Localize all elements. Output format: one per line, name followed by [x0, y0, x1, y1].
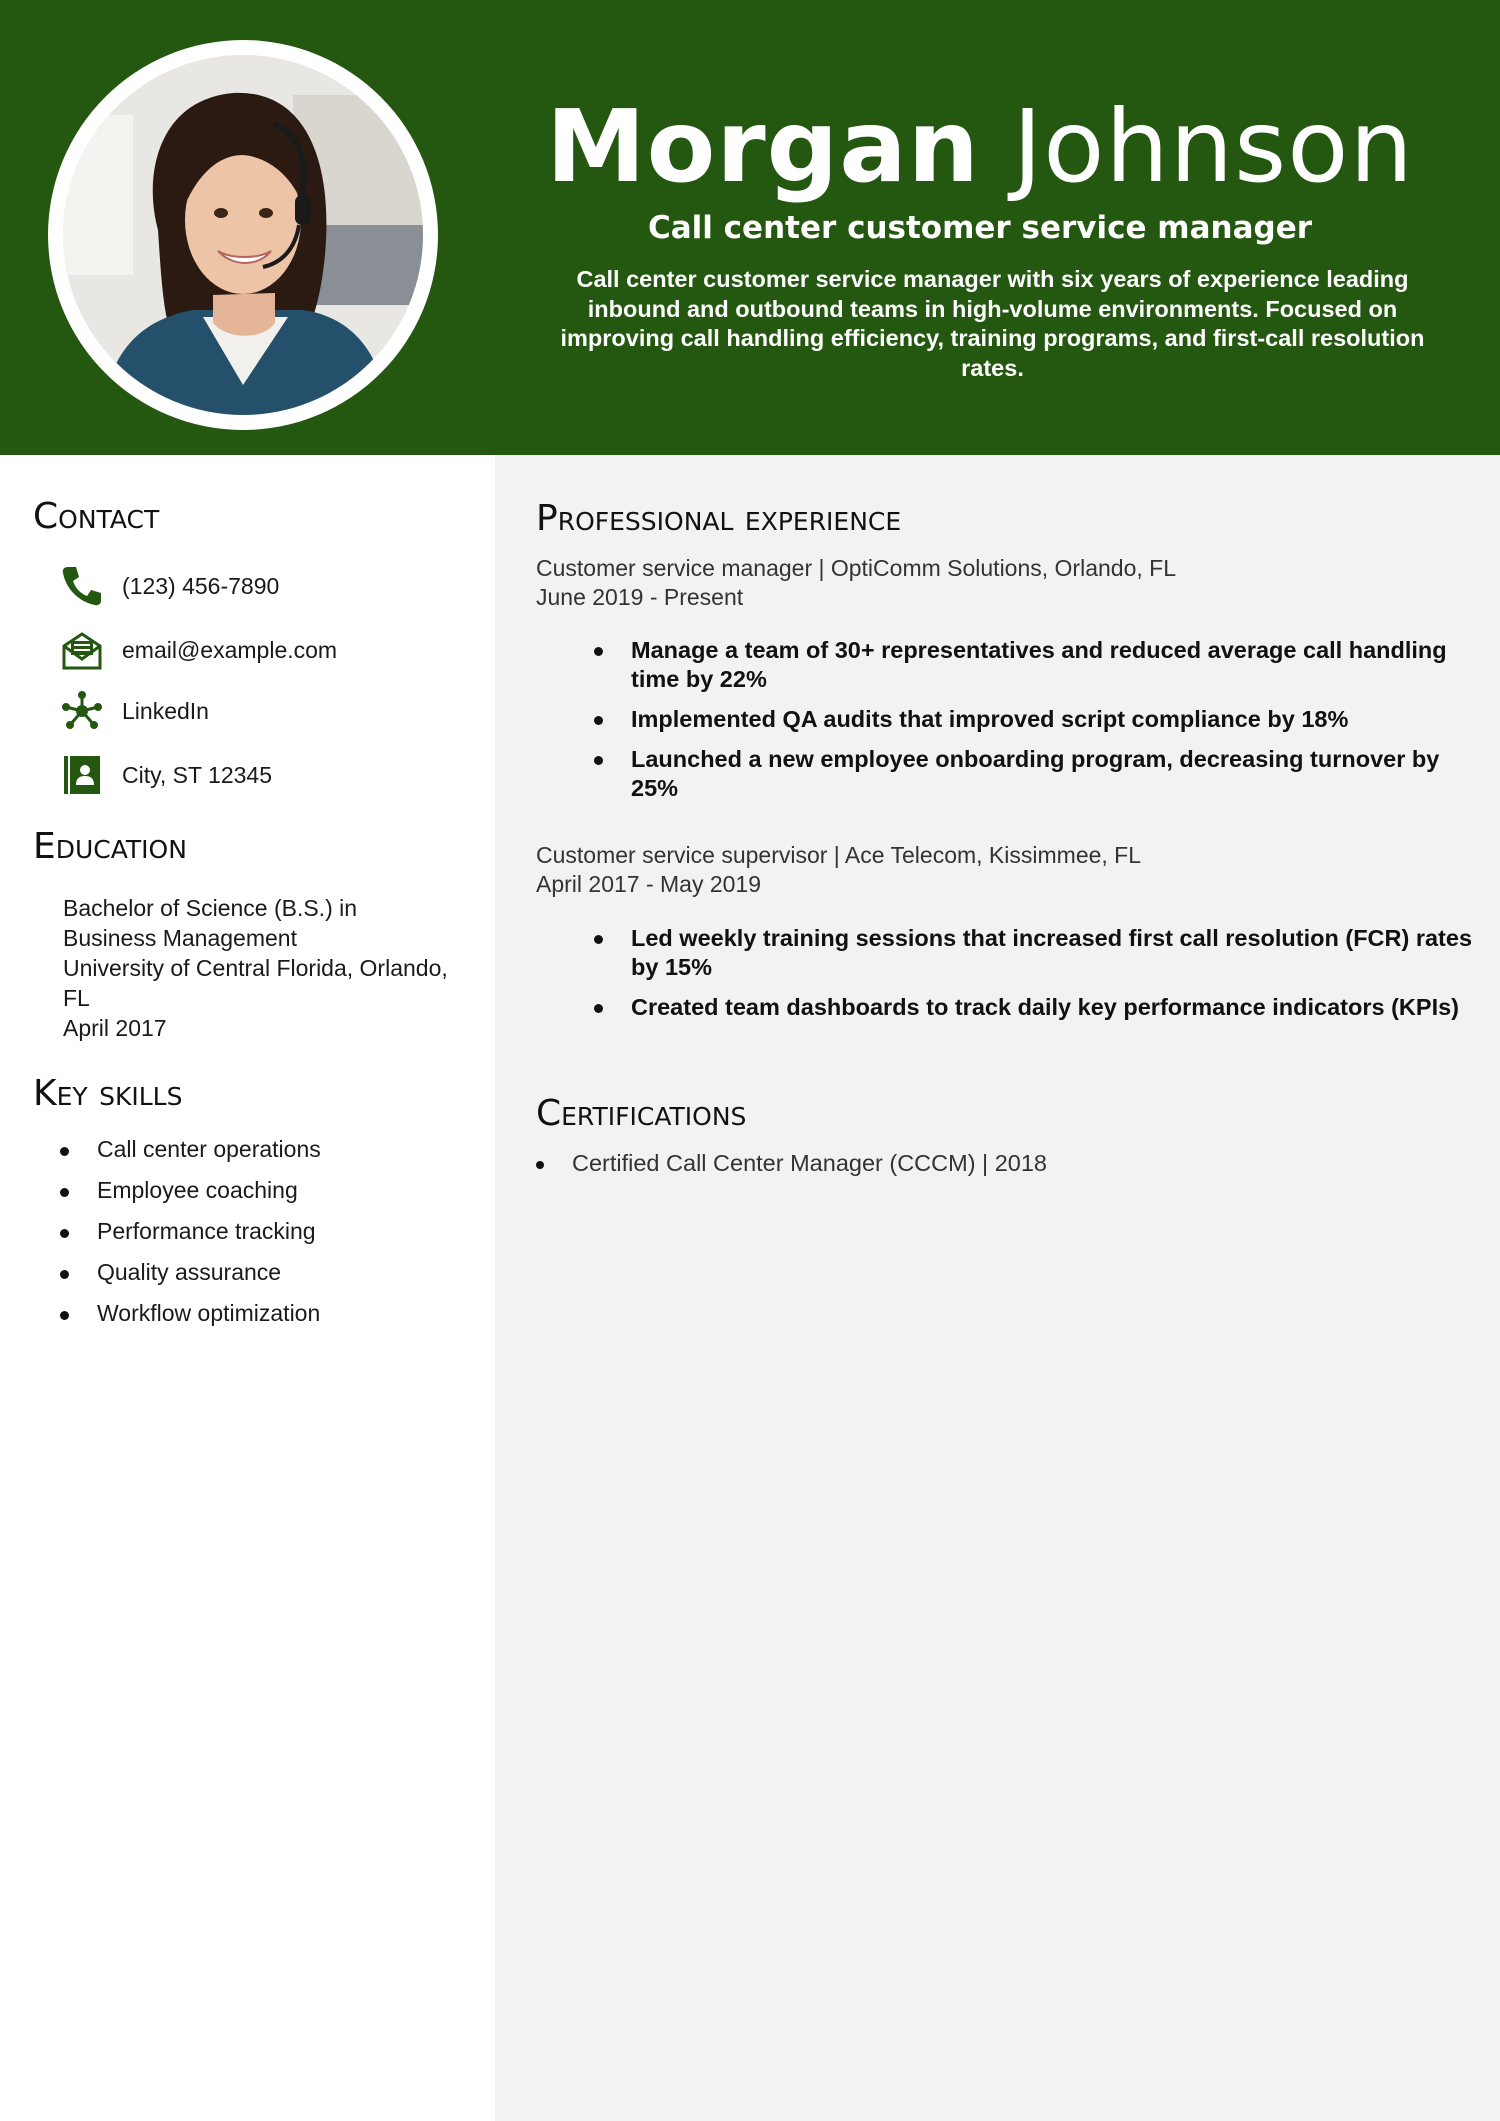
candidate-name: [540, 82, 1420, 212]
education-entry: [63, 893, 483, 1043]
resume-header: [0, 0, 1500, 455]
skill-text: Performance tracking: [97, 1218, 316, 1244]
job-1-heading: Customer service manager | OptiComm Solutions, Orlando, FL: [536, 555, 1176, 581]
bullet-icon: [594, 647, 603, 656]
list-item: [60, 1136, 321, 1177]
profile-photo: [63, 55, 423, 415]
contact-address: [60, 750, 480, 800]
bullet-icon: [60, 1270, 69, 1279]
school-line-2: FL: [63, 985, 90, 1011]
skills-list: [60, 1136, 321, 1341]
bullet-icon: [60, 1188, 69, 1197]
job-2-achievements: [594, 924, 1474, 1033]
profile-summary: Call center customer service manager with six years of experience leading inbound and outbound teams in high-volume environments. Focused on improving call handling efficiency, training programs, and first-call resolution rates.: [560, 266, 1425, 381]
list-item: [60, 1177, 321, 1218]
bullet-icon: [60, 1311, 69, 1320]
bullet-icon: [594, 756, 603, 765]
list-item: [60, 1218, 321, 1259]
list-item: [594, 636, 1474, 694]
skill-text: Employee coaching: [97, 1177, 298, 1203]
certifications-section-title: Certifications: [536, 1093, 747, 1134]
achievement-text: Manage a team of 30+ representatives and reduced average call handling time by 22%: [631, 637, 1447, 692]
job-2-heading: Customer service supervisor | Ace Telecom, Kissimmee, FL: [536, 842, 1142, 868]
job-1-header: [536, 554, 1466, 612]
linkedin-text: LinkedIn: [122, 697, 209, 724]
achievement-text: Led weekly training sessions that increased first call resolution (FCR) rates by 15%: [631, 925, 1473, 980]
address-text: City, ST 12345: [122, 761, 273, 788]
skill-text: Call center operations: [97, 1136, 321, 1162]
job-2-dates: April 2017 - May 2019: [536, 871, 762, 897]
contact-linkedin: [60, 686, 480, 736]
certifications-list: [536, 1150, 1047, 1177]
list-item: [594, 993, 1474, 1022]
bullet-icon: [60, 1229, 69, 1238]
bullet-icon: [594, 716, 603, 725]
skill-text: Workflow optimization: [97, 1300, 321, 1326]
contact-phone: [60, 561, 480, 611]
skill-text: Quality assurance: [97, 1259, 282, 1285]
contact-email: [60, 625, 480, 675]
contact-card-icon: [60, 751, 108, 799]
bullet-icon: [536, 1161, 544, 1169]
experience-section-title: Professional experience: [536, 498, 902, 539]
first-name: Morgan: [546, 88, 980, 205]
profile-photo-frame: [48, 40, 438, 430]
school-line-1: University of Central Florida, Orlando,: [63, 955, 448, 981]
profile-photo-illustration: [63, 55, 423, 415]
list-item: [60, 1300, 321, 1341]
job-title: Call center customer service manager: [647, 210, 1313, 246]
phone-icon: [60, 562, 108, 610]
achievement-text: Implemented QA audits that improved script compliance by 18%: [631, 706, 1349, 732]
list-item: [594, 924, 1474, 982]
achievement-text: Launched a new employee onboarding program, decreasing turnover by 25%: [631, 746, 1440, 801]
list-item: [60, 1259, 321, 1300]
phone-text: (123) 456-7890: [122, 572, 280, 599]
degree-line-1: Bachelor of Science (B.S.) in: [63, 895, 358, 921]
bullet-icon: [60, 1147, 69, 1156]
job-1-dates: June 2019 - Present: [536, 584, 744, 610]
list-item: [594, 705, 1474, 734]
list-item: [594, 745, 1474, 803]
envelope-icon: [60, 626, 108, 674]
degree-line-2: Business Management: [63, 925, 297, 951]
education-section-title: Education: [33, 826, 187, 867]
certification-text: Certified Call Center Manager (CCCM) | 2018: [572, 1150, 1047, 1176]
email-text: email@example.com: [122, 636, 338, 663]
job-2-header: [536, 841, 1466, 899]
job-1-achievements: [594, 636, 1474, 814]
network-icon: [60, 687, 108, 735]
skills-section-title: Key skills: [33, 1073, 183, 1114]
education-date: April 2017: [63, 1015, 167, 1041]
achievement-text: Created team dashboards to track daily key performance indicators (KPIs): [631, 994, 1459, 1020]
bullet-icon: [594, 935, 603, 944]
bullet-icon: [594, 1004, 603, 1013]
last-name: Johnson: [1012, 88, 1414, 205]
contact-section-title: Contact: [33, 496, 160, 537]
list-item: [536, 1150, 1047, 1177]
